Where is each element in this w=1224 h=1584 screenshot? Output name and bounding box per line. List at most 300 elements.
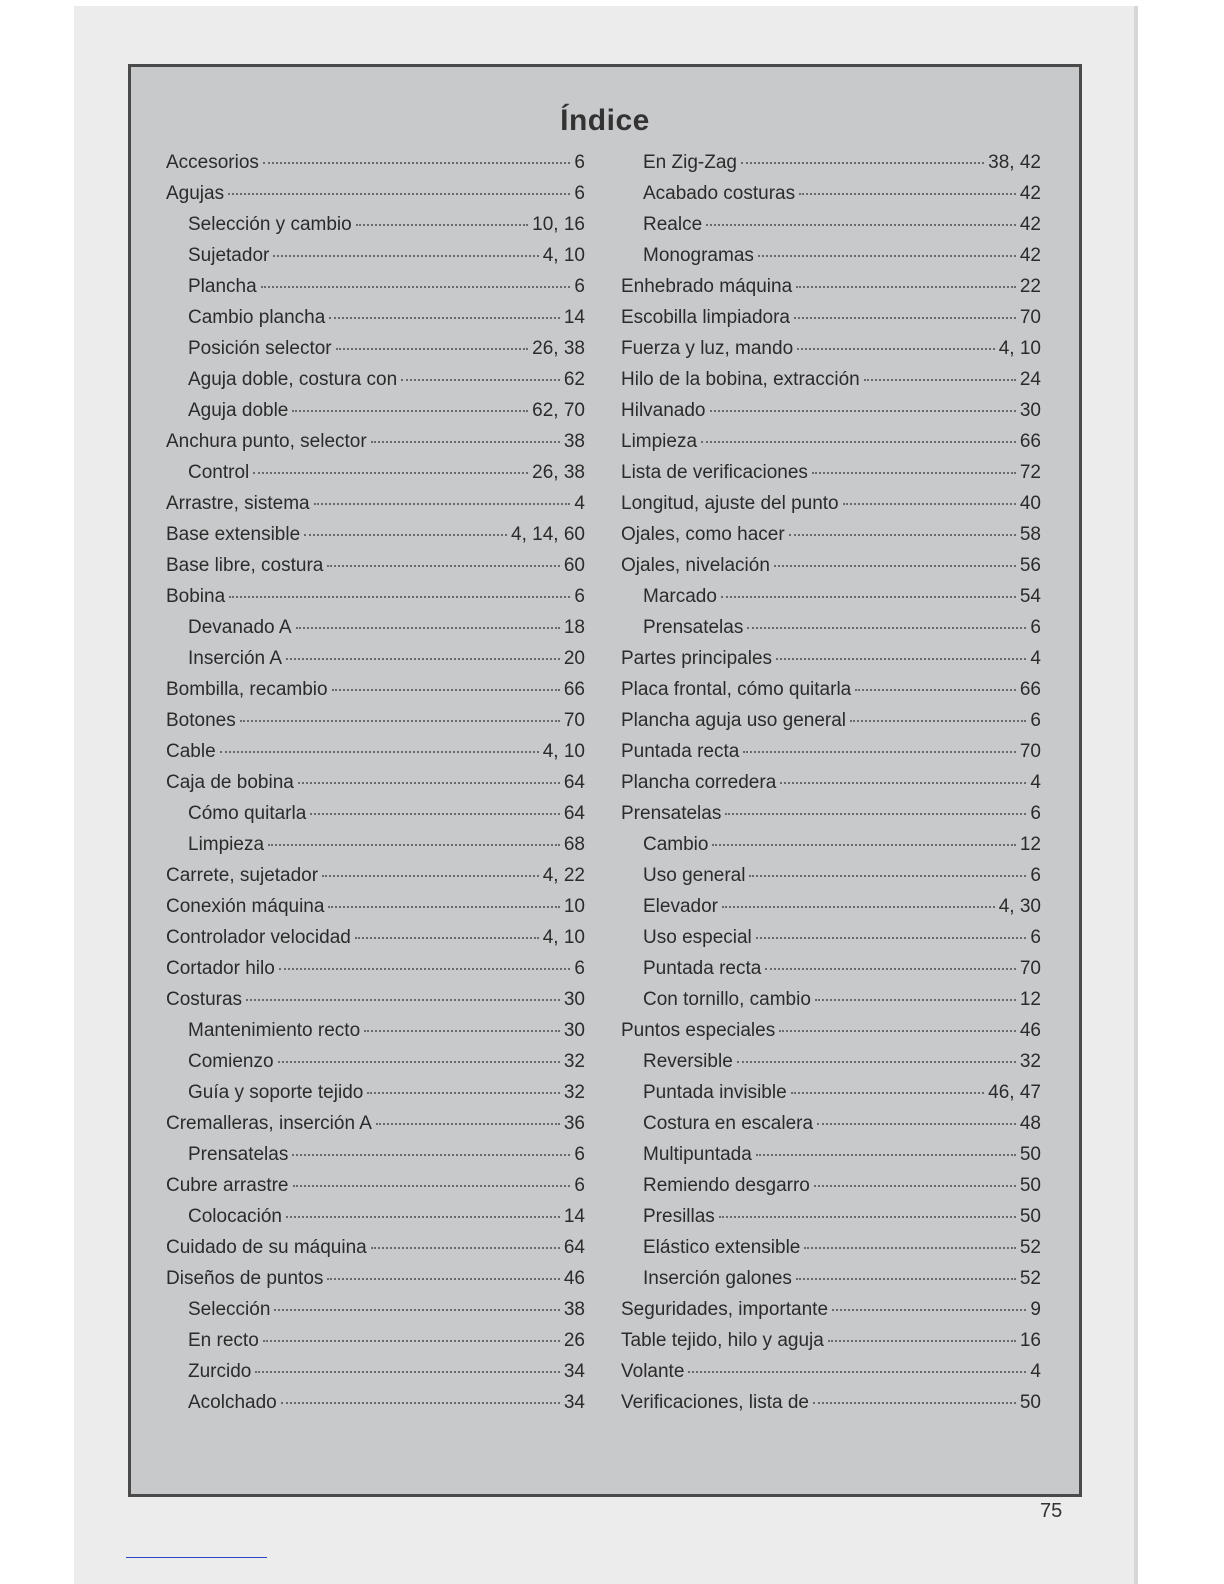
dot-leader [725, 813, 1026, 815]
entry-pages: 4, 10 [998, 338, 1041, 359]
entry-pages: 66 [563, 679, 585, 700]
dot-leader [779, 1030, 1016, 1032]
entry-pages: 62, 70 [532, 400, 585, 421]
index-entry [621, 736, 1041, 767]
entry-label: Partes principales [621, 648, 773, 669]
entry-label: Diseños de puntos [166, 1268, 324, 1289]
dot-leader [765, 968, 1016, 970]
entry-pages: 62 [563, 369, 585, 390]
entry-label: Cortador hilo [166, 958, 275, 979]
entry-pages: 22 [1019, 276, 1041, 297]
entry-label: Verificaciones, lista de [621, 1392, 809, 1413]
entry-label: Mantenimiento recto [188, 1020, 361, 1041]
dot-leader [322, 875, 539, 877]
entry-label: Limpieza [621, 431, 698, 452]
dot-leader [712, 844, 1015, 846]
entry-pages: 30 [563, 989, 585, 1010]
index-subentry [166, 1201, 585, 1232]
entry-label: Cable [166, 741, 216, 762]
index-entry [166, 147, 585, 178]
entry-label: Costuras [166, 989, 243, 1010]
dot-leader [220, 751, 539, 753]
entry-pages: 6 [574, 586, 585, 607]
dot-leader [794, 317, 1016, 319]
entry-pages: 70 [563, 710, 585, 731]
entry-pages: 26, 38 [532, 338, 585, 359]
index-subentry [166, 612, 585, 643]
entry-label: Base libre, costura [166, 555, 324, 576]
entry-pages: 50 [1019, 1392, 1041, 1413]
index-entry [621, 1015, 1041, 1046]
dot-leader [817, 1123, 1016, 1125]
index-entry [621, 519, 1041, 550]
index-entry [621, 1294, 1041, 1325]
dot-leader [722, 906, 995, 908]
index-subentry [621, 581, 1041, 612]
entry-label: Limpieza [188, 834, 265, 855]
index-entry [166, 705, 585, 736]
entry-pages: 64 [563, 1237, 585, 1258]
entry-label: Base extensible [166, 524, 301, 545]
entry-label: Cremalleras, inserción A [166, 1113, 372, 1134]
dot-leader [253, 472, 528, 474]
entry-pages: 26 [563, 1330, 585, 1351]
entry-pages: 52 [1019, 1268, 1041, 1289]
entry-label: Cambio plancha [188, 307, 326, 328]
index-subentry [621, 984, 1041, 1015]
index-entry [166, 891, 585, 922]
index-subentry [621, 612, 1041, 643]
dot-leader [263, 162, 571, 164]
index-entry [166, 488, 585, 519]
index-subentry [166, 1015, 585, 1046]
entry-label: Puntada invisible [643, 1082, 787, 1103]
entry-pages: 24 [1019, 369, 1041, 390]
entry-pages: 6 [1030, 865, 1041, 886]
entry-pages: 66 [1019, 431, 1041, 452]
entry-pages: 4 [1030, 648, 1041, 669]
entry-label: Elevador [643, 896, 718, 917]
scan-artifact-line [126, 1557, 267, 1558]
entry-pages: 50 [1019, 1206, 1041, 1227]
entry-label: Longitud, ajuste del punto [621, 493, 839, 514]
entry-label: Cómo quitarla [188, 803, 307, 824]
dot-leader [688, 1371, 1026, 1373]
dot-leader [263, 1340, 560, 1342]
index-entry [621, 643, 1041, 674]
index-subentry [166, 457, 585, 488]
entry-label: Carrete, sujetador [166, 865, 319, 886]
dot-leader [298, 782, 560, 784]
dot-leader [791, 1092, 985, 1094]
index-entry [166, 178, 585, 209]
entry-pages: 6 [1030, 617, 1041, 638]
entry-label: Posición selector [188, 338, 332, 359]
dot-leader [776, 658, 1026, 660]
entry-pages: 42 [1019, 245, 1041, 266]
dot-leader [721, 596, 1016, 598]
entry-label: Remiendo desgarro [643, 1175, 810, 1196]
dot-leader [304, 534, 507, 536]
entry-pages: 34 [563, 1361, 585, 1382]
entry-label: Prensatelas [188, 1144, 289, 1165]
scan-edge [1134, 6, 1138, 1584]
index-subentry [621, 829, 1041, 860]
entry-pages: 14 [563, 307, 585, 328]
entry-pages: 52 [1019, 1237, 1041, 1258]
index-entry [166, 426, 585, 457]
index-entry [621, 426, 1041, 457]
entry-pages: 4 [1030, 1361, 1041, 1382]
index-subentry [621, 1232, 1041, 1263]
entry-pages: 4 [574, 493, 585, 514]
dot-leader [758, 255, 1016, 257]
entry-pages: 18 [563, 617, 585, 638]
dot-leader [804, 1247, 1015, 1249]
index-subentry [621, 1077, 1041, 1108]
index-subentry [621, 240, 1041, 271]
entry-label: Accesorios [166, 152, 259, 173]
index-entry [621, 1387, 1041, 1418]
entry-pages: 6 [574, 1144, 585, 1165]
dot-leader [336, 348, 529, 350]
entry-label: Inserción A [188, 648, 282, 669]
dot-leader [799, 193, 1016, 195]
entry-pages: 72 [1019, 462, 1041, 483]
entry-pages: 9 [1030, 1299, 1041, 1320]
dot-leader [286, 658, 560, 660]
entry-pages: 38 [563, 1299, 585, 1320]
index-entry [166, 860, 585, 891]
dot-leader [273, 255, 538, 257]
entry-label: Reversible [643, 1051, 733, 1072]
entry-label: Guía y soporte tejido [188, 1082, 364, 1103]
entry-label: Volante [621, 1361, 685, 1382]
entry-pages: 4, 30 [998, 896, 1041, 917]
index-subentry [166, 333, 585, 364]
dot-leader [401, 379, 560, 381]
entry-label: Controlador velocidad [166, 927, 351, 948]
entry-pages: 4, 10 [542, 741, 585, 762]
entry-label: Fuerza y luz, mando [621, 338, 794, 359]
dot-leader [737, 1061, 1016, 1063]
index-entry [166, 550, 585, 581]
entry-label: Costura en escalera [643, 1113, 814, 1134]
dot-leader [756, 1154, 1016, 1156]
index-subentry [166, 1046, 585, 1077]
entry-pages: 46 [1019, 1020, 1041, 1041]
entry-label: Agujas [166, 183, 225, 204]
entry-pages: 14 [563, 1206, 585, 1227]
index-entry [166, 922, 585, 953]
index-subentry [621, 178, 1041, 209]
dot-leader [327, 1278, 559, 1280]
index-subentry [621, 922, 1041, 953]
index-subentry [166, 1325, 585, 1356]
dot-leader [310, 813, 560, 815]
dot-leader [814, 1185, 1016, 1187]
dot-leader [741, 162, 984, 164]
entry-pages: 42 [1019, 214, 1041, 235]
dot-leader [229, 596, 570, 598]
dot-leader [710, 410, 1016, 412]
index-subentry [166, 1294, 585, 1325]
entry-pages: 64 [563, 772, 585, 793]
entry-label: Bobina [166, 586, 226, 607]
index-entry [621, 395, 1041, 426]
entry-pages: 36 [563, 1113, 585, 1134]
entry-label: Monogramas [643, 245, 754, 266]
entry-label: Bombilla, recambio [166, 679, 328, 700]
entry-pages: 38, 42 [988, 152, 1041, 173]
entry-label: Botones [166, 710, 236, 731]
entry-pages: 10, 16 [532, 214, 585, 235]
dot-leader [327, 565, 560, 567]
dot-leader [279, 968, 571, 970]
entry-pages: 56 [1019, 555, 1041, 576]
entry-label: Caja de bobina [166, 772, 294, 793]
dot-leader [240, 720, 560, 722]
entry-label: Hilvanado [621, 400, 706, 421]
dot-leader [367, 1092, 560, 1094]
entry-label: Cambio [643, 834, 709, 855]
index-entry [166, 581, 585, 612]
index-subentry [166, 643, 585, 674]
entry-pages: 50 [1019, 1144, 1041, 1165]
dot-leader [329, 317, 560, 319]
entry-pages: 26, 38 [532, 462, 585, 483]
index-entry [166, 1170, 585, 1201]
dot-leader [797, 348, 995, 350]
entry-label: Escobilla limpiadora [621, 307, 790, 328]
entry-pages: 64 [563, 803, 585, 824]
dot-leader [789, 534, 1016, 536]
entry-label: Anchura punto, selector [166, 431, 367, 452]
dot-leader [376, 1123, 560, 1125]
index-panel [128, 64, 1082, 1497]
entry-label: Plancha [188, 276, 257, 297]
index-subentry [166, 1077, 585, 1108]
index-entry [166, 674, 585, 705]
entry-label: Puntada recta [621, 741, 740, 762]
dot-leader [292, 410, 528, 412]
dot-leader [364, 1030, 560, 1032]
entry-label: Control [188, 462, 250, 483]
dot-leader [747, 627, 1026, 629]
entry-pages: 32 [1019, 1051, 1041, 1072]
index-subentry [166, 1387, 585, 1418]
index-subentry [621, 1046, 1041, 1077]
entry-pages: 38 [563, 431, 585, 452]
dot-leader [281, 1402, 560, 1404]
entry-label: Sujetador [188, 245, 270, 266]
entry-pages: 30 [1019, 400, 1041, 421]
index-subentry [621, 1201, 1041, 1232]
dot-leader [815, 999, 1016, 1001]
entry-label: Hilo de la bobina, extracción [621, 369, 860, 390]
entry-pages: 58 [1019, 524, 1041, 545]
dot-leader [228, 193, 570, 195]
entry-pages: 6 [1030, 927, 1041, 948]
index-entry [166, 767, 585, 798]
index-subentry [166, 302, 585, 333]
entry-label: Acabado costuras [643, 183, 796, 204]
entry-pages: 6 [574, 1175, 585, 1196]
index-entry [166, 519, 585, 550]
dot-leader [261, 286, 571, 288]
entry-label: Placa frontal, cómo quitarla [621, 679, 852, 700]
entry-pages: 70 [1019, 307, 1041, 328]
entry-pages: 42 [1019, 183, 1041, 204]
entry-pages: 46, 47 [988, 1082, 1041, 1103]
index-subentry [621, 1170, 1041, 1201]
dot-leader [314, 503, 571, 505]
entry-label: Zurcido [188, 1361, 252, 1382]
entry-label: Puntada recta [643, 958, 762, 979]
entry-pages: 4 [1030, 772, 1041, 793]
entry-label: Elástico extensible [643, 1237, 801, 1258]
index-entry [166, 1263, 585, 1294]
entry-pages: 54 [1019, 586, 1041, 607]
entry-pages: 12 [1019, 834, 1041, 855]
index-entry [621, 674, 1041, 705]
index-entry [166, 984, 585, 1015]
entry-label: Arrastre, sistema [166, 493, 310, 514]
entry-pages: 16 [1019, 1330, 1041, 1351]
index-entry [621, 1325, 1041, 1356]
entry-pages: 12 [1019, 989, 1041, 1010]
dot-leader [371, 441, 560, 443]
entry-label: Prensatelas [621, 803, 722, 824]
entry-pages: 20 [563, 648, 585, 669]
index-entry [166, 953, 585, 984]
index-subentry [166, 1356, 585, 1387]
index-subentry [621, 891, 1041, 922]
index-subentry [166, 271, 585, 302]
index-entry [621, 767, 1041, 798]
index-entry [166, 1232, 585, 1263]
dot-leader [701, 441, 1016, 443]
index-entry [621, 1356, 1041, 1387]
entry-pages: 6 [1030, 710, 1041, 731]
index-entry [166, 1108, 585, 1139]
index-subentry [166, 829, 585, 860]
dot-leader [780, 782, 1026, 784]
dot-leader [332, 689, 560, 691]
entry-label: Inserción galones [643, 1268, 792, 1289]
entry-label: Selección y cambio [188, 214, 352, 235]
entry-label: Aguja doble [188, 400, 289, 421]
index-subentry [621, 1139, 1041, 1170]
dot-leader [274, 1309, 559, 1311]
dot-leader [774, 565, 1016, 567]
entry-label: Ojales, como hacer [621, 524, 785, 545]
page-number: 75 [1040, 1500, 1063, 1522]
entry-label: Comienzo [188, 1051, 274, 1072]
entry-label: Ojales, nivelación [621, 555, 770, 576]
entry-pages: 4, 10 [542, 927, 585, 948]
index-entry [621, 488, 1041, 519]
index-entry [621, 705, 1041, 736]
entry-label: Realce [643, 214, 703, 235]
dot-leader [268, 844, 560, 846]
entry-pages: 6 [1030, 803, 1041, 824]
index-entry [621, 798, 1041, 829]
entry-label: Conexión máquina [166, 896, 325, 917]
entry-pages: 60 [563, 555, 585, 576]
entry-label: Uso general [643, 865, 746, 886]
dot-leader [813, 1402, 1016, 1404]
entry-pages: 66 [1019, 679, 1041, 700]
dot-leader [293, 1185, 571, 1187]
dot-leader [743, 751, 1016, 753]
dot-leader [832, 1309, 1026, 1311]
dot-leader [286, 1216, 560, 1218]
index-entry [621, 302, 1041, 333]
dot-leader [278, 1061, 560, 1063]
index-entry [621, 333, 1041, 364]
index-entry [621, 457, 1041, 488]
entry-pages: 6 [574, 183, 585, 204]
entry-label: Colocación [188, 1206, 282, 1227]
entry-pages: 6 [574, 276, 585, 297]
entry-pages: 34 [563, 1392, 585, 1413]
entry-label: Selección [188, 1299, 271, 1320]
entry-pages: 46 [563, 1268, 585, 1289]
dot-leader [246, 999, 560, 1001]
entry-pages: 6 [574, 152, 585, 173]
entry-label: Plancha aguja uso general [621, 710, 847, 731]
dot-leader [706, 224, 1016, 226]
dot-leader [855, 689, 1016, 691]
index-subentry [166, 209, 585, 240]
entry-label: Puntos especiales [621, 1020, 776, 1041]
entry-pages: 32 [563, 1051, 585, 1072]
entry-label: Marcado [643, 586, 717, 607]
entry-label: Con tornillo, cambio [643, 989, 811, 1010]
dot-leader [255, 1371, 560, 1373]
entry-pages: 68 [563, 834, 585, 855]
dot-leader [292, 1154, 570, 1156]
entry-label: Plancha corredera [621, 772, 777, 793]
index-entry [621, 271, 1041, 302]
dot-leader [296, 627, 560, 629]
index-subentry [166, 240, 585, 271]
entry-pages: 70 [1019, 958, 1041, 979]
entry-pages: 4, 10 [542, 245, 585, 266]
index-subentry [166, 1139, 585, 1170]
dot-leader [864, 379, 1016, 381]
entry-label: Devanado A [188, 617, 292, 638]
dot-leader [796, 286, 1016, 288]
entry-pages: 40 [1019, 493, 1041, 514]
entry-label: Multipuntada [643, 1144, 752, 1165]
dot-leader [749, 875, 1026, 877]
dot-leader [719, 1216, 1016, 1218]
dot-leader [812, 472, 1016, 474]
entry-pages: 6 [574, 958, 585, 979]
page-title: Índice [560, 104, 650, 137]
entry-label: En Zig-Zag [643, 152, 737, 173]
dot-leader [371, 1247, 560, 1249]
index-subentry [166, 798, 585, 829]
index-subentry [166, 395, 585, 426]
dot-leader [796, 1278, 1016, 1280]
entry-label: Enhebrado máquina [621, 276, 793, 297]
index-entry [621, 364, 1041, 395]
entry-label: Table tejido, hilo y aguja [621, 1330, 824, 1351]
entry-label: Cubre arrastre [166, 1175, 289, 1196]
